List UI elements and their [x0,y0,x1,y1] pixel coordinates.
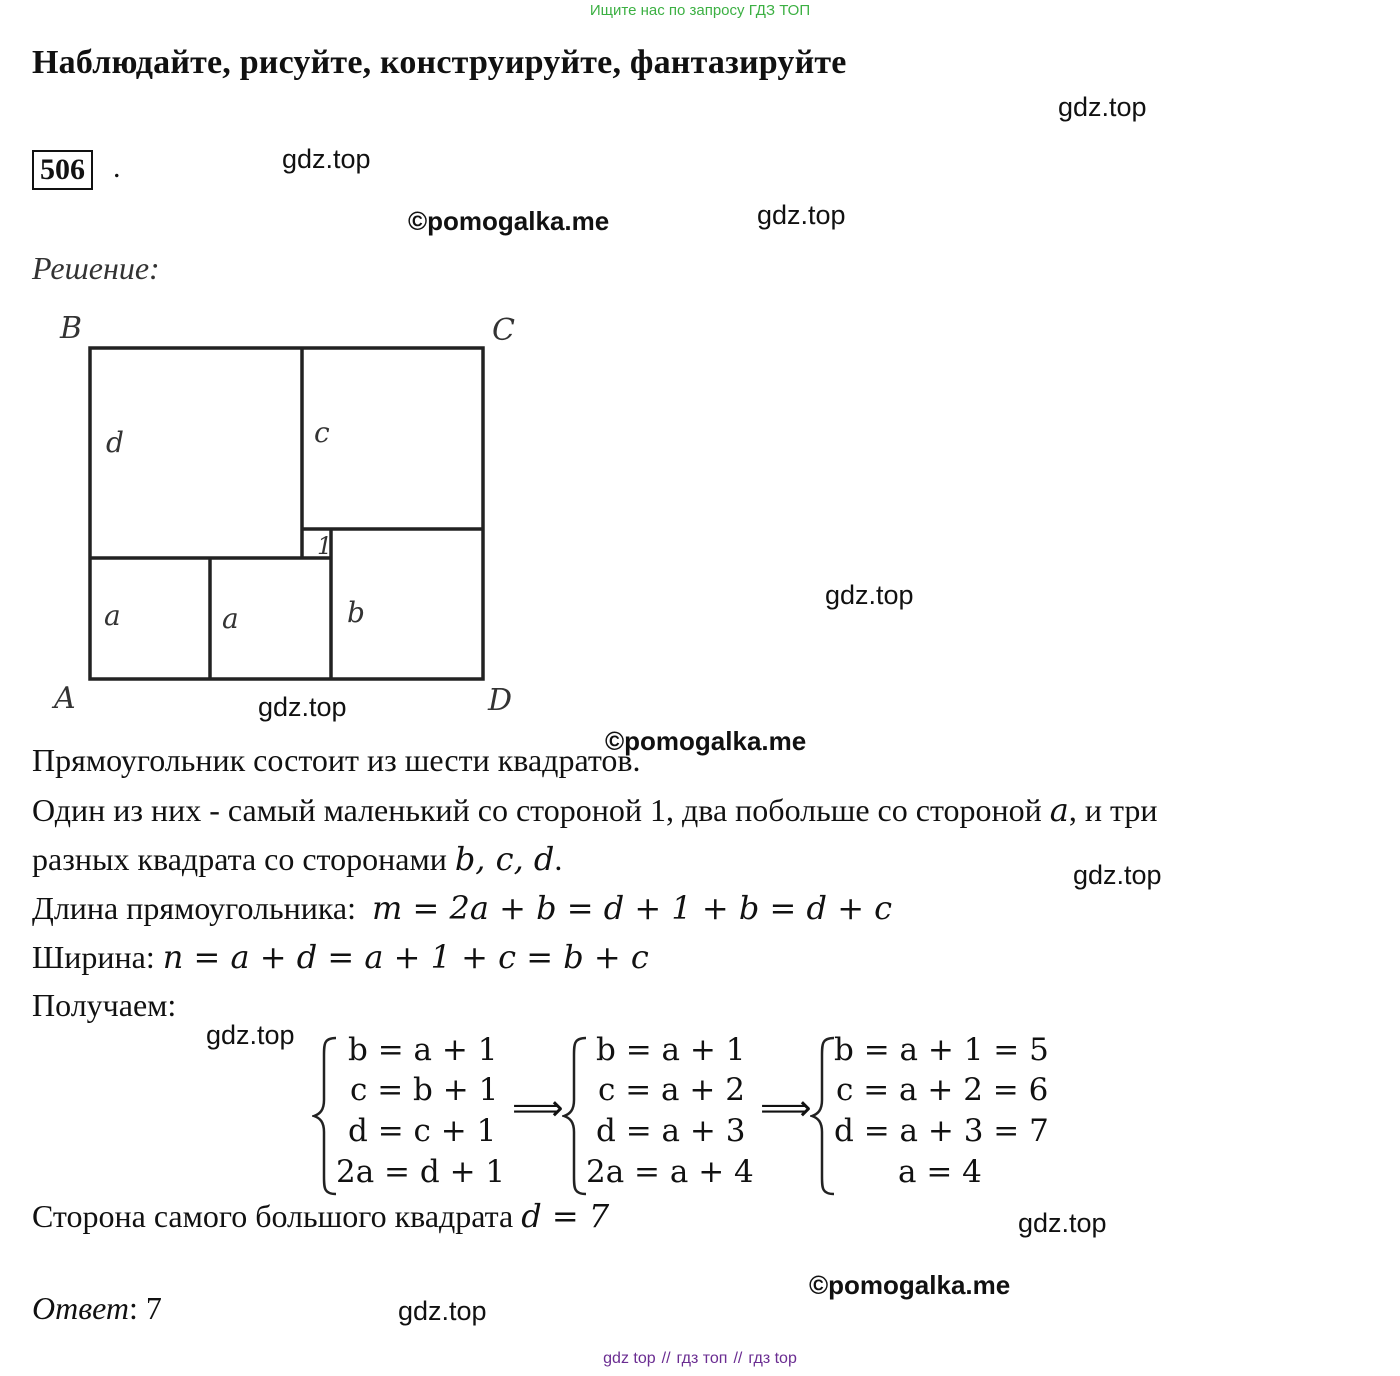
system-row: a = 4 [898,1154,982,1190]
watermark-gdz: gdz.top [206,1020,295,1050]
width-equation: n = a + d = a + 1 + c = b + c [162,938,649,976]
system-row: c = a + 2 [598,1072,745,1108]
text-segment: Длина прямоугольника: [32,890,356,926]
watermark-gdz: gdz.top [1018,1208,1107,1238]
watermark-gdz: gdz.top [258,692,347,722]
watermark-pomogalka: ©pomogalka.me [809,1270,1011,1300]
footer-link[interactable]: гдз top [748,1350,797,1367]
answer-value: : 7 [129,1290,162,1326]
problem-number-dot: . [113,151,121,184]
math-var: a [1049,791,1069,829]
text-segment: , и три [1068,792,1158,828]
vertex-a-label: A [54,681,76,716]
text-line-get: Получаем: [32,987,177,1023]
watermark-pomogalka: ©pomogalka.me [408,206,610,236]
vertex-d-label: D [488,683,513,718]
watermark-gdz: gdz.top [1058,92,1147,122]
watermark-gdz: gdz.top [757,200,846,230]
text-segment: Ширина: [32,939,155,975]
text-segment: Один из них - самый маленький со стороной 1, два побольше со стороной [32,792,1050,828]
square-one-label: 1 [317,532,333,560]
page-title: Наблюдайте, рисуйте, конструируйте, фантазируйте [32,44,847,81]
vertex-c-label: C [492,313,515,348]
system-row: 2a = d + 1 [336,1154,506,1190]
square-b-label: b [347,596,365,629]
text-line-1: Прямоугольник состоит из шести квадратов. [32,742,641,778]
implies-arrow: ⟹ [760,1088,812,1129]
square-d-label: d [106,426,124,459]
system-row: b = a + 1 = 5 [834,1032,1049,1068]
text-line-2 [32,791,1157,829]
text-segment: Сторона самого большого квадрата [32,1198,522,1234]
system-row: b = a + 1 [596,1032,746,1068]
text-line-3 [32,840,562,878]
square-a1-label: a [104,599,121,632]
system-row: b = a + 1 [348,1032,498,1068]
outer-rectangle [90,348,483,679]
system-row: d = c + 1 [348,1113,497,1149]
footer-link[interactable]: gdz top [603,1350,656,1367]
watermark-pomogalka: ©pomogalka.me [605,726,807,756]
watermark-gdz: gdz.top [282,144,371,174]
text-line-largest-side [32,1197,609,1235]
footer-separator: // [661,1350,671,1367]
top-banner: Ищите нас по запросу ГДЗ ТОП [589,2,811,19]
system-row: c = b + 1 [350,1072,499,1108]
math-vars: b, c, d [454,840,555,878]
square-c-label: c [314,416,330,449]
system-row: d = a + 3 [596,1113,746,1149]
text-line-length [32,889,892,927]
problem-number: 506 [32,150,93,190]
system-row: d = a + 3 = 7 [834,1113,1049,1149]
answer-line [32,1290,162,1327]
square-a2-label: a [222,602,239,635]
system-row: 2a = a + 4 [586,1154,754,1190]
implies-arrow: ⟹ [512,1088,564,1129]
footer-links [0,1350,1400,1368]
result-equation: d = 7 [521,1197,610,1235]
watermark-gdz: gdz.top [398,1296,487,1326]
answer-label: Ответ [32,1290,129,1326]
solution-label: Решение: [32,250,160,286]
watermark-gdz: gdz.top [1073,860,1162,890]
watermark-gdz: gdz.top [825,580,914,610]
rectangle-figure [40,300,540,730]
text-segment: . [554,841,563,877]
vertex-b-label: B [60,311,83,346]
text-segment: разных квадрата со сторонами [32,841,455,877]
footer-link[interactable]: гдз топ [676,1350,728,1367]
footer-separator: // [733,1350,743,1367]
text-line-width [32,938,649,976]
system-row: c = a + 2 = 6 [836,1072,1049,1108]
length-equation: m = 2a + b = d + 1 + b = d + c [372,889,893,927]
